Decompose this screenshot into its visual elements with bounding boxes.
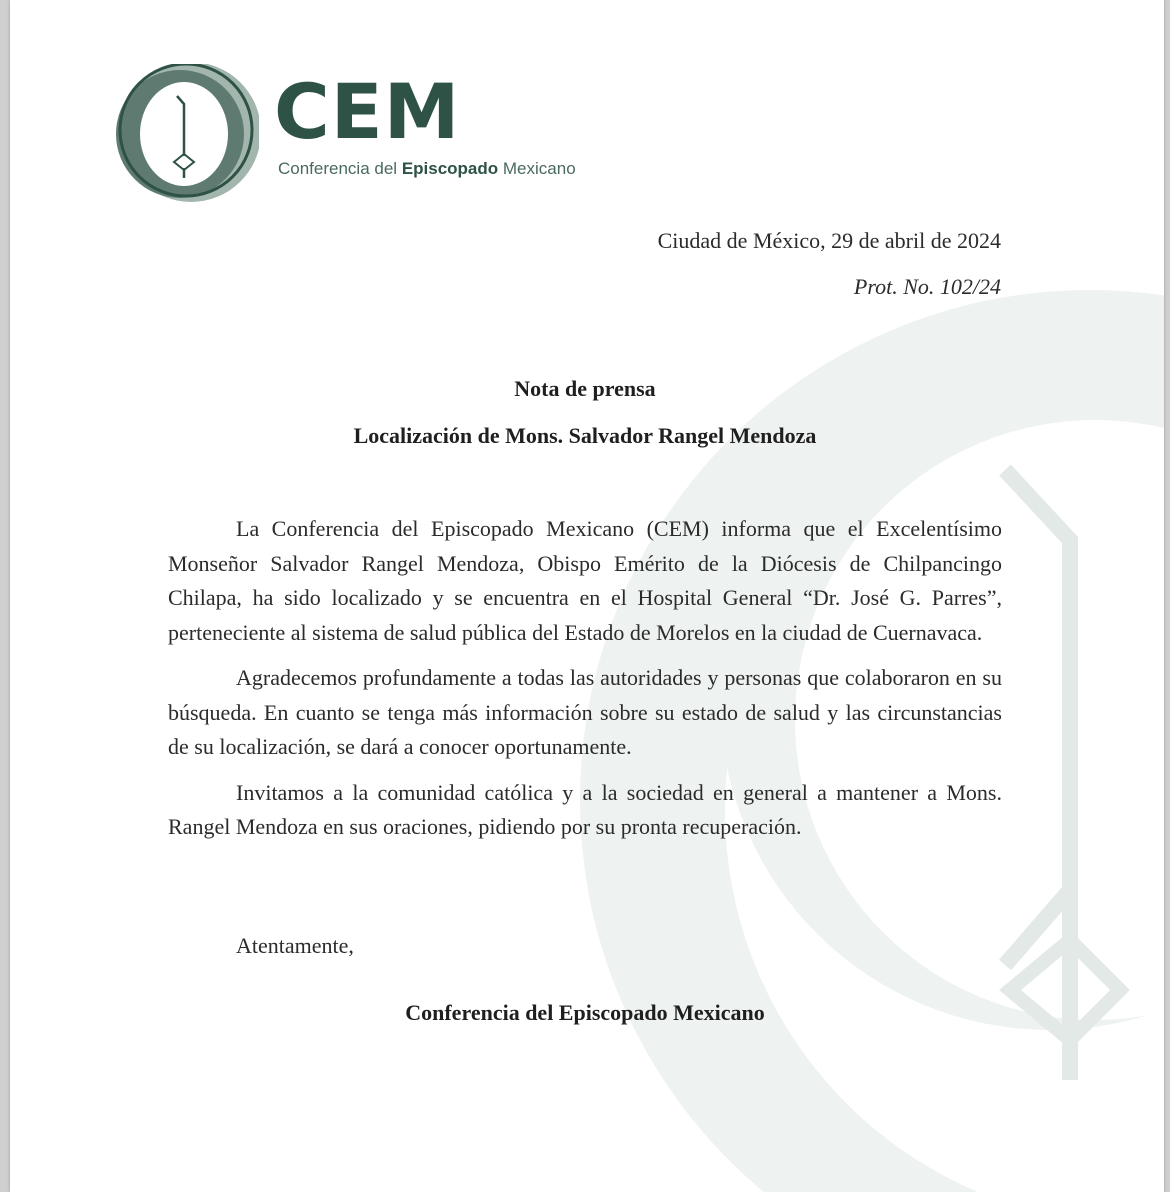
logo-organization-name bbox=[278, 159, 576, 179]
body-paragraph: Invitamos a la comunidad católica y a la sociedad en general a mantener a Mons. Rangel Mendoza en sus oraciones, pidiendo por su pronta recuperación. bbox=[168, 779, 1002, 839]
protocol-number: Prot. No. 102/24 bbox=[853, 274, 1001, 299]
document-page bbox=[10, 0, 1164, 1192]
document-subtitle: Localización de Mons. Salvador Rangel Mendoza bbox=[353, 423, 817, 448]
logo-name-bold: Episcopado bbox=[401, 159, 499, 178]
body-paragraph: La Conferencia del Episcopado Mexicano (CEM) informa que el Excelentísimo Monseñor Salvador Rangel Mendoza, Obispo Emérito de la Diócesis de Chilpancingo Chilapa, ha sido localizado y se encuentra en el Hospital General “Dr. José G. Parres”, perteneciente al sistema de salud pública del Estado de Morelos en la ciudad de Cuernavaca. bbox=[168, 516, 1002, 645]
cem-logo bbox=[114, 64, 634, 206]
body-text bbox=[168, 512, 1002, 856]
body-paragraph: Agradecemos profundamente a todas las autoridades y personas que colaboraron en su búsqueda. En cuanto se tenga más información sobre su estado de salud y las circunstancias de su localización, se dará a conocer oportunamente. bbox=[168, 665, 1002, 759]
signature: Conferencia del Episcopado Mexicano bbox=[405, 1000, 765, 1025]
logo-acronym: CEM bbox=[274, 67, 461, 156]
cem-emblem-icon bbox=[114, 64, 259, 206]
date-line: Ciudad de México, 29 de abril de 2024 bbox=[657, 228, 1001, 253]
logo-name-part: Conferencia del bbox=[278, 159, 402, 178]
document-title: Nota de prensa bbox=[514, 376, 656, 401]
logo-name-part: Mexicano bbox=[498, 159, 576, 178]
closing-line: Atentamente, bbox=[236, 933, 354, 958]
